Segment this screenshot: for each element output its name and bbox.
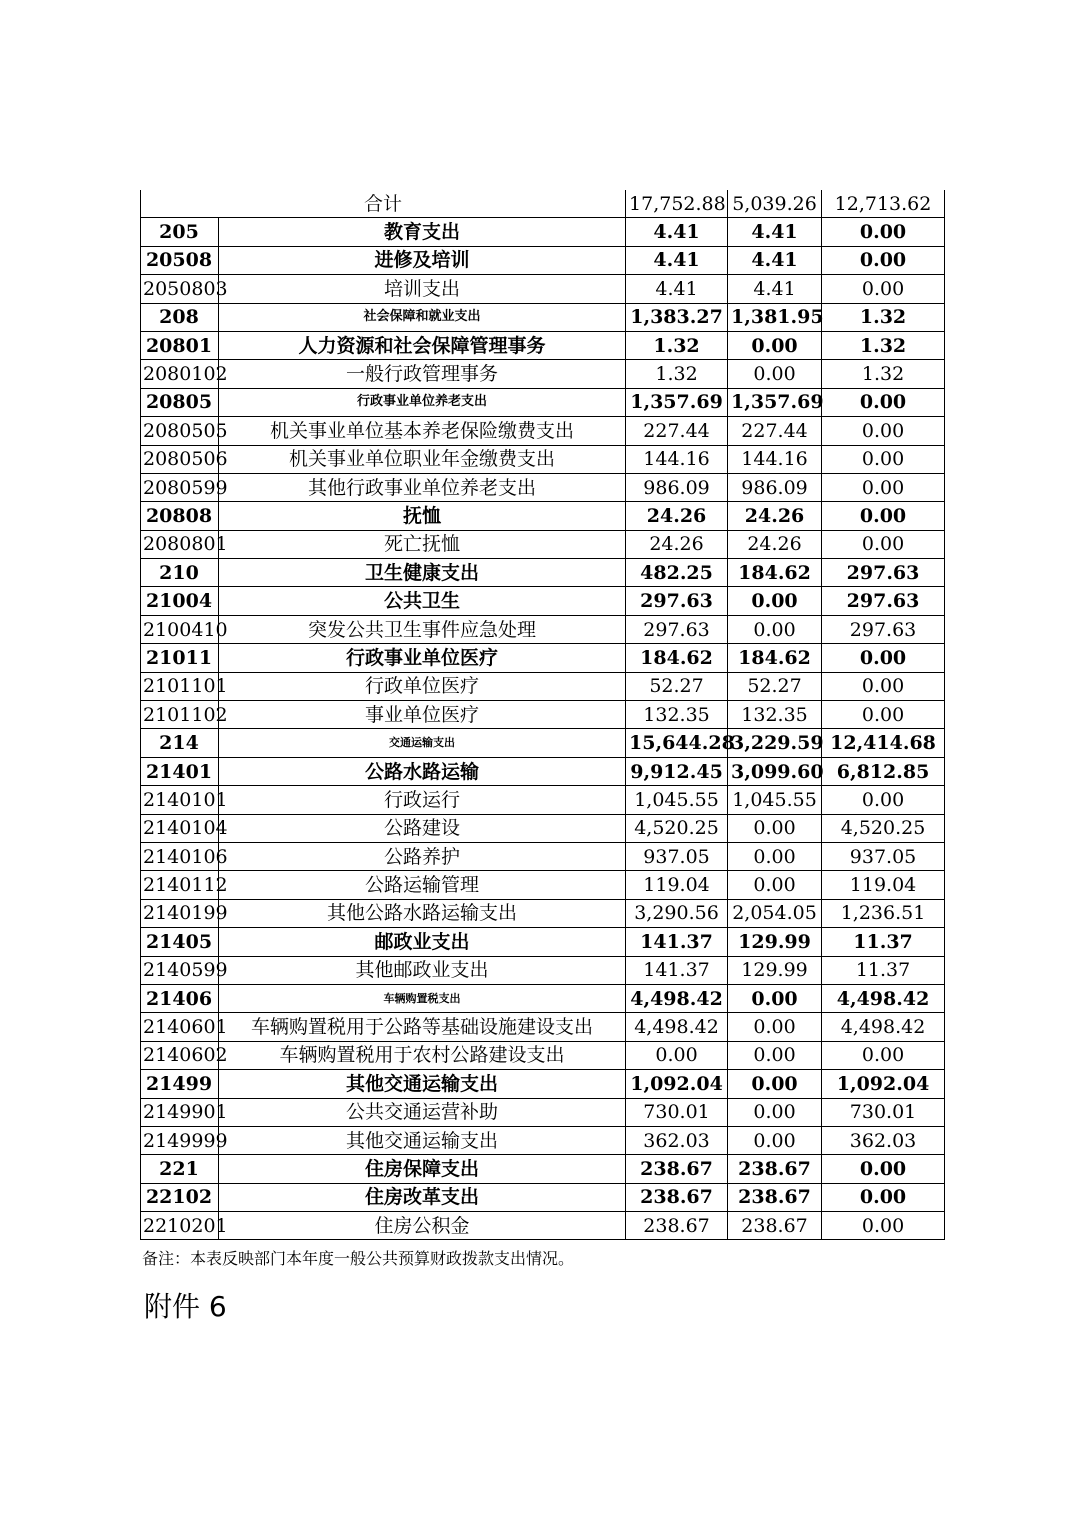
subject-name: 其他交通运输支出 bbox=[219, 1070, 626, 1098]
table-row bbox=[141, 786, 945, 814]
subject-name: 公路运输管理 bbox=[219, 871, 626, 899]
basic-expenditure: 0.00 bbox=[728, 984, 822, 1012]
basic-expenditure: 0.00 bbox=[728, 814, 822, 842]
total-amount: 141.37 bbox=[626, 928, 728, 956]
subject-name: 公路建设 bbox=[219, 814, 626, 842]
project-expenditure: 12,713.62 bbox=[822, 190, 945, 218]
project-expenditure: 0.00 bbox=[822, 701, 945, 729]
subject-code: 2080102 bbox=[141, 360, 219, 388]
total-amount: 297.63 bbox=[626, 615, 728, 643]
subject-name: 其他公路水路运输支出 bbox=[219, 899, 626, 927]
project-expenditure: 297.63 bbox=[822, 587, 945, 615]
basic-expenditure: 4.41 bbox=[728, 218, 822, 246]
total-amount: 144.16 bbox=[626, 445, 728, 473]
basic-expenditure: 132.35 bbox=[728, 701, 822, 729]
subject-code: 2101102 bbox=[141, 701, 219, 729]
basic-expenditure: 0.00 bbox=[728, 615, 822, 643]
subject-name: 车辆购置税用于公路等基础设施建设支出 bbox=[219, 1013, 626, 1041]
subject-code: 214 bbox=[141, 729, 219, 757]
subject-code: 21401 bbox=[141, 757, 219, 785]
table-row bbox=[141, 388, 945, 416]
subject-name: 其他交通运输支出 bbox=[219, 1126, 626, 1154]
project-expenditure: 4,498.42 bbox=[822, 1013, 945, 1041]
subject-name: 公路水路运输 bbox=[219, 757, 626, 785]
project-expenditure: 12,414.68 bbox=[822, 729, 945, 757]
table-row bbox=[141, 559, 945, 587]
subject-code: 2050803 bbox=[141, 275, 219, 303]
total-amount: 1,045.55 bbox=[626, 786, 728, 814]
total-amount: 24.26 bbox=[626, 502, 728, 530]
attachment-heading: 附件 6 bbox=[144, 1290, 227, 1323]
total-amount: 4,520.25 bbox=[626, 814, 728, 842]
subject-code: 22102 bbox=[141, 1183, 219, 1211]
project-expenditure: 6,812.85 bbox=[822, 757, 945, 785]
subject-code: 21406 bbox=[141, 984, 219, 1012]
table-row bbox=[141, 871, 945, 899]
total-amount: 184.62 bbox=[626, 644, 728, 672]
table-row bbox=[141, 1070, 945, 1098]
basic-expenditure: 129.99 bbox=[728, 928, 822, 956]
project-expenditure: 119.04 bbox=[822, 871, 945, 899]
subject-name: 死亡抚恤 bbox=[219, 530, 626, 558]
project-expenditure: 0.00 bbox=[822, 502, 945, 530]
subject-code: 2080505 bbox=[141, 417, 219, 445]
subject-code: 2149901 bbox=[141, 1098, 219, 1126]
subject-code: 20805 bbox=[141, 388, 219, 416]
basic-expenditure: 144.16 bbox=[728, 445, 822, 473]
basic-expenditure: 3,229.59 bbox=[728, 729, 822, 757]
table-row bbox=[141, 587, 945, 615]
project-expenditure: 4,498.42 bbox=[822, 984, 945, 1012]
table-row bbox=[141, 899, 945, 927]
subject-name: 住房公积金 bbox=[219, 1212, 626, 1240]
project-expenditure: 1.32 bbox=[822, 303, 945, 331]
table-row bbox=[141, 502, 945, 530]
total-amount: 238.67 bbox=[626, 1155, 728, 1183]
basic-expenditure: 129.99 bbox=[728, 956, 822, 984]
table-row bbox=[141, 928, 945, 956]
project-expenditure: 0.00 bbox=[822, 275, 945, 303]
table-row bbox=[141, 417, 945, 445]
project-expenditure: 11.37 bbox=[822, 956, 945, 984]
project-expenditure: 297.63 bbox=[822, 559, 945, 587]
basic-expenditure: 0.00 bbox=[728, 1098, 822, 1126]
subject-code: 20808 bbox=[141, 502, 219, 530]
basic-expenditure: 238.67 bbox=[728, 1212, 822, 1240]
subject-name: 抚恤 bbox=[219, 502, 626, 530]
basic-expenditure: 0.00 bbox=[728, 871, 822, 899]
table-row bbox=[141, 360, 945, 388]
total-amount: 3,290.56 bbox=[626, 899, 728, 927]
basic-expenditure: 1,381.95 bbox=[728, 303, 822, 331]
total-amount: 1,383.27 bbox=[626, 303, 728, 331]
table-row bbox=[141, 1155, 945, 1183]
subject-name: 车辆购置税支出 bbox=[219, 984, 626, 1012]
total-amount: 9,912.45 bbox=[626, 757, 728, 785]
subject-code: 208 bbox=[141, 303, 219, 331]
subject-code: 2140101 bbox=[141, 786, 219, 814]
subject-name: 车辆购置税用于农村公路建设支出 bbox=[219, 1041, 626, 1069]
subject-name: 卫生健康支出 bbox=[219, 559, 626, 587]
table-row bbox=[141, 1013, 945, 1041]
total-amount: 937.05 bbox=[626, 842, 728, 870]
basic-expenditure: 227.44 bbox=[728, 417, 822, 445]
table-row bbox=[141, 672, 945, 700]
project-expenditure: 4,520.25 bbox=[822, 814, 945, 842]
basic-expenditure: 1,045.55 bbox=[728, 786, 822, 814]
table-row bbox=[141, 1041, 945, 1069]
table-row bbox=[141, 814, 945, 842]
total-amount: 1.32 bbox=[626, 331, 728, 359]
project-expenditure: 0.00 bbox=[822, 246, 945, 274]
subject-name: 公路养护 bbox=[219, 842, 626, 870]
subject-code: 2080506 bbox=[141, 445, 219, 473]
subject-name: 行政事业单位医疗 bbox=[219, 644, 626, 672]
subject-name: 社会保障和就业支出 bbox=[219, 303, 626, 331]
basic-expenditure: 0.00 bbox=[728, 331, 822, 359]
basic-expenditure: 2,054.05 bbox=[728, 899, 822, 927]
table-row bbox=[141, 331, 945, 359]
project-expenditure: 0.00 bbox=[822, 388, 945, 416]
subject-name: 事业单位医疗 bbox=[219, 701, 626, 729]
project-expenditure: 0.00 bbox=[822, 644, 945, 672]
total-amount: 4.41 bbox=[626, 246, 728, 274]
subject-code: 2210201 bbox=[141, 1212, 219, 1240]
subject-name: 机关事业单位基本养老保险缴费支出 bbox=[219, 417, 626, 445]
basic-expenditure: 5,039.26 bbox=[728, 190, 822, 218]
subject-name: 教育支出 bbox=[219, 218, 626, 246]
table-row bbox=[141, 1126, 945, 1154]
basic-expenditure: 238.67 bbox=[728, 1183, 822, 1211]
total-amount: 1,092.04 bbox=[626, 1070, 728, 1098]
subject-code: 2100410 bbox=[141, 615, 219, 643]
subject-name: 行政单位医疗 bbox=[219, 672, 626, 700]
total-amount: 141.37 bbox=[626, 956, 728, 984]
project-expenditure: 362.03 bbox=[822, 1126, 945, 1154]
basic-expenditure: 0.00 bbox=[728, 1013, 822, 1041]
table-row bbox=[141, 956, 945, 984]
basic-expenditure: 0.00 bbox=[728, 587, 822, 615]
expenditure-table bbox=[140, 190, 945, 1240]
project-expenditure: 297.63 bbox=[822, 615, 945, 643]
total-amount: 1,357.69 bbox=[626, 388, 728, 416]
subject-code: 21405 bbox=[141, 928, 219, 956]
subject-name: 一般行政管理事务 bbox=[219, 360, 626, 388]
subject-name: 公共卫生 bbox=[219, 587, 626, 615]
basic-expenditure: 184.62 bbox=[728, 644, 822, 672]
subject-code: 205 bbox=[141, 218, 219, 246]
table-footnote: 备注：本表反映部门本年度一般公共预算财政拨款支出情况。 bbox=[142, 1249, 575, 1268]
total-amount: 52.27 bbox=[626, 672, 728, 700]
table-row bbox=[141, 218, 945, 246]
basic-expenditure: 0.00 bbox=[728, 1041, 822, 1069]
subject-code: 210 bbox=[141, 559, 219, 587]
table-row bbox=[141, 757, 945, 785]
table-row bbox=[141, 729, 945, 757]
basic-expenditure: 4.41 bbox=[728, 246, 822, 274]
project-expenditure: 0.00 bbox=[822, 1212, 945, 1240]
subject-name: 行政事业单位养老支出 bbox=[219, 388, 626, 416]
project-expenditure: 0.00 bbox=[822, 672, 945, 700]
total-amount: 4.41 bbox=[626, 275, 728, 303]
project-expenditure: 0.00 bbox=[822, 530, 945, 558]
subject-code: 21499 bbox=[141, 1070, 219, 1098]
table-row bbox=[141, 303, 945, 331]
basic-expenditure: 52.27 bbox=[728, 672, 822, 700]
subject-code: 21011 bbox=[141, 644, 219, 672]
project-expenditure: 1.32 bbox=[822, 331, 945, 359]
table-row bbox=[141, 644, 945, 672]
project-expenditure: 1,092.04 bbox=[822, 1070, 945, 1098]
basic-expenditure: 1,357.69 bbox=[728, 388, 822, 416]
table-row bbox=[141, 1183, 945, 1211]
subject-code: 221 bbox=[141, 1155, 219, 1183]
total-amount: 17,752.88 bbox=[626, 190, 728, 218]
basic-expenditure: 0.00 bbox=[728, 1126, 822, 1154]
subject-code: 2080801 bbox=[141, 530, 219, 558]
total-amount: 297.63 bbox=[626, 587, 728, 615]
subject-code: 2140104 bbox=[141, 814, 219, 842]
total-amount: 0.00 bbox=[626, 1041, 728, 1069]
project-expenditure: 0.00 bbox=[822, 1041, 945, 1069]
basic-expenditure: 0.00 bbox=[728, 842, 822, 870]
subject-name: 公共交通运营补助 bbox=[219, 1098, 626, 1126]
table-row bbox=[141, 445, 945, 473]
subject-code: 2149999 bbox=[141, 1126, 219, 1154]
table-row bbox=[141, 701, 945, 729]
project-expenditure: 0.00 bbox=[822, 473, 945, 501]
subject-name: 其他行政事业单位养老支出 bbox=[219, 473, 626, 501]
subject-name: 交通运输支出 bbox=[219, 729, 626, 757]
total-amount: 4,498.42 bbox=[626, 1013, 728, 1041]
project-expenditure: 0.00 bbox=[822, 786, 945, 814]
total-amount: 4,498.42 bbox=[626, 984, 728, 1012]
project-expenditure: 0.00 bbox=[822, 445, 945, 473]
subject-name: 人力资源和社会保障管理事务 bbox=[219, 331, 626, 359]
basic-expenditure: 24.26 bbox=[728, 530, 822, 558]
subject-code: 2140106 bbox=[141, 842, 219, 870]
total-amount: 238.67 bbox=[626, 1183, 728, 1211]
table-row bbox=[141, 1212, 945, 1240]
basic-expenditure: 184.62 bbox=[728, 559, 822, 587]
subject-code: 2140112 bbox=[141, 871, 219, 899]
project-expenditure: 1.32 bbox=[822, 360, 945, 388]
table-row bbox=[141, 842, 945, 870]
subject-name: 行政运行 bbox=[219, 786, 626, 814]
subject-name: 住房保障支出 bbox=[219, 1155, 626, 1183]
subject-name: 机关事业单位职业年金缴费支出 bbox=[219, 445, 626, 473]
total-amount: 986.09 bbox=[626, 473, 728, 501]
basic-expenditure: 0.00 bbox=[728, 1070, 822, 1098]
subject-name: 进修及培训 bbox=[219, 246, 626, 274]
subject-name: 培训支出 bbox=[219, 275, 626, 303]
table-row bbox=[141, 190, 945, 218]
expenditure-table-body bbox=[141, 190, 945, 1240]
total-amount: 1.32 bbox=[626, 360, 728, 388]
project-expenditure: 1,236.51 bbox=[822, 899, 945, 927]
total-amount: 132.35 bbox=[626, 701, 728, 729]
total-row-label: 合计 bbox=[141, 190, 626, 218]
total-amount: 24.26 bbox=[626, 530, 728, 558]
total-amount: 119.04 bbox=[626, 871, 728, 899]
subject-name: 突发公共卫生事件应急处理 bbox=[219, 615, 626, 643]
project-expenditure: 0.00 bbox=[822, 218, 945, 246]
basic-expenditure: 3,099.60 bbox=[728, 757, 822, 785]
basic-expenditure: 0.00 bbox=[728, 360, 822, 388]
subject-code: 20801 bbox=[141, 331, 219, 359]
project-expenditure: 937.05 bbox=[822, 842, 945, 870]
total-amount: 4.41 bbox=[626, 218, 728, 246]
table-row bbox=[141, 615, 945, 643]
subject-code: 2140599 bbox=[141, 956, 219, 984]
basic-expenditure: 238.67 bbox=[728, 1155, 822, 1183]
subject-name: 住房改革支出 bbox=[219, 1183, 626, 1211]
subject-code: 20508 bbox=[141, 246, 219, 274]
project-expenditure: 11.37 bbox=[822, 928, 945, 956]
table-row bbox=[141, 246, 945, 274]
table-row bbox=[141, 1098, 945, 1126]
table-row bbox=[141, 984, 945, 1012]
table-row bbox=[141, 473, 945, 501]
subject-code: 2140199 bbox=[141, 899, 219, 927]
subject-name: 邮政业支出 bbox=[219, 928, 626, 956]
table-row bbox=[141, 275, 945, 303]
subject-code: 2140601 bbox=[141, 1013, 219, 1041]
subject-code: 2080599 bbox=[141, 473, 219, 501]
total-amount: 482.25 bbox=[626, 559, 728, 587]
subject-name: 其他邮政业支出 bbox=[219, 956, 626, 984]
project-expenditure: 0.00 bbox=[822, 1155, 945, 1183]
basic-expenditure: 24.26 bbox=[728, 502, 822, 530]
basic-expenditure: 986.09 bbox=[728, 473, 822, 501]
total-amount: 227.44 bbox=[626, 417, 728, 445]
project-expenditure: 730.01 bbox=[822, 1098, 945, 1126]
project-expenditure: 0.00 bbox=[822, 1183, 945, 1211]
total-amount: 362.03 bbox=[626, 1126, 728, 1154]
total-amount: 238.67 bbox=[626, 1212, 728, 1240]
project-expenditure: 0.00 bbox=[822, 417, 945, 445]
subject-code: 2101101 bbox=[141, 672, 219, 700]
basic-expenditure: 4.41 bbox=[728, 275, 822, 303]
subject-code: 21004 bbox=[141, 587, 219, 615]
table-row bbox=[141, 530, 945, 558]
subject-code: 2140602 bbox=[141, 1041, 219, 1069]
total-amount: 730.01 bbox=[626, 1098, 728, 1126]
total-amount: 15,644.28 bbox=[626, 729, 728, 757]
